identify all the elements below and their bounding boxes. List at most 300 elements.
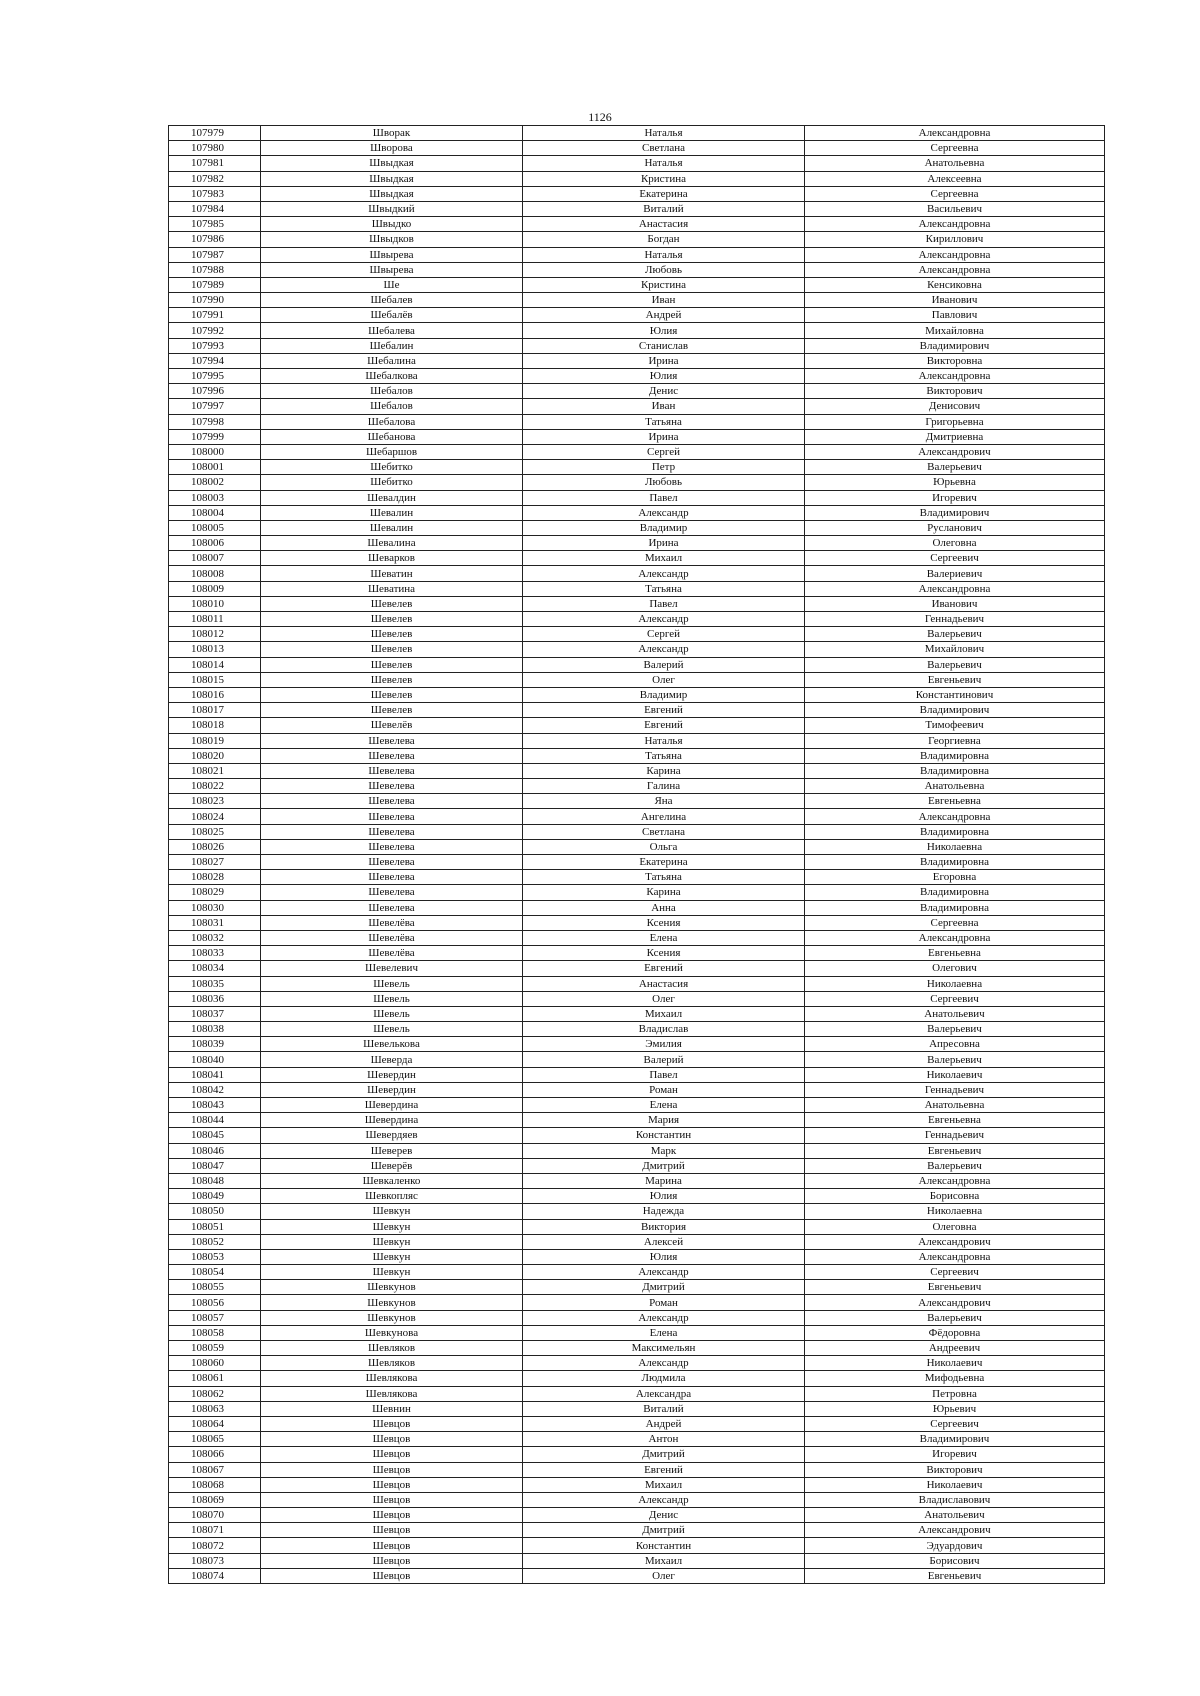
patronymic-cell: Русланович bbox=[805, 520, 1105, 535]
first-name-cell: Павел bbox=[523, 490, 805, 505]
patronymic-cell: Николаевна bbox=[805, 976, 1105, 991]
record-number-cell: 108015 bbox=[169, 672, 261, 687]
first-name-cell: Александр bbox=[523, 1310, 805, 1325]
patronymic-cell: Анатольевич bbox=[805, 1006, 1105, 1021]
surname-cell: Шевелёв bbox=[261, 718, 523, 733]
record-number-cell: 107998 bbox=[169, 414, 261, 429]
first-name-cell: Виктория bbox=[523, 1219, 805, 1234]
first-name-cell: Александр bbox=[523, 642, 805, 657]
table-row bbox=[169, 414, 1105, 429]
surname-cell: Шевкунов bbox=[261, 1295, 523, 1310]
table-row bbox=[169, 399, 1105, 414]
patronymic-cell: Владимировна bbox=[805, 748, 1105, 763]
first-name-cell: Денис bbox=[523, 384, 805, 399]
surname-cell: Шевелев bbox=[261, 596, 523, 611]
surname-cell: Шворак bbox=[261, 126, 523, 141]
record-number-cell: 108056 bbox=[169, 1295, 261, 1310]
table-row bbox=[169, 855, 1105, 870]
surname-cell: Шевцов bbox=[261, 1477, 523, 1492]
record-number-cell: 108007 bbox=[169, 551, 261, 566]
surname-cell: Шевердяев bbox=[261, 1128, 523, 1143]
first-name-cell: Светлана bbox=[523, 141, 805, 156]
surname-cell: Шевелева bbox=[261, 824, 523, 839]
patronymic-cell: Кириллович bbox=[805, 232, 1105, 247]
patronymic-cell: Фёдоровна bbox=[805, 1325, 1105, 1340]
table-row bbox=[169, 1295, 1105, 1310]
table-row bbox=[169, 687, 1105, 702]
patronymic-cell: Евгеньевич bbox=[805, 1143, 1105, 1158]
record-number-cell: 107984 bbox=[169, 201, 261, 216]
patronymic-cell: Игоревич bbox=[805, 1447, 1105, 1462]
table-row bbox=[169, 566, 1105, 581]
record-number-cell: 108024 bbox=[169, 809, 261, 824]
surname-cell: Шевелева bbox=[261, 763, 523, 778]
first-name-cell: Александра bbox=[523, 1386, 805, 1401]
first-name-cell: Евгений bbox=[523, 961, 805, 976]
table-row bbox=[169, 277, 1105, 292]
record-number-cell: 108062 bbox=[169, 1386, 261, 1401]
table-row bbox=[169, 201, 1105, 216]
record-number-cell: 108026 bbox=[169, 839, 261, 854]
first-name-cell: Елена bbox=[523, 1325, 805, 1340]
surname-cell: Шевелёва bbox=[261, 915, 523, 930]
patronymic-cell: Владимировна bbox=[805, 855, 1105, 870]
first-name-cell: Владимир bbox=[523, 520, 805, 535]
table-row bbox=[169, 1447, 1105, 1462]
patronymic-cell: Васильевич bbox=[805, 201, 1105, 216]
record-number-cell: 108042 bbox=[169, 1082, 261, 1097]
patronymic-cell: Александровна bbox=[805, 247, 1105, 262]
table-row bbox=[169, 839, 1105, 854]
record-number-cell: 108050 bbox=[169, 1204, 261, 1219]
first-name-cell: Роман bbox=[523, 1082, 805, 1097]
patronymic-cell: Анатольевна bbox=[805, 156, 1105, 171]
table-row bbox=[169, 1265, 1105, 1280]
record-number-cell: 108031 bbox=[169, 915, 261, 930]
surname-cell: Шевцов bbox=[261, 1508, 523, 1523]
record-number-cell: 108012 bbox=[169, 627, 261, 642]
patronymic-cell: Николаевна bbox=[805, 839, 1105, 854]
patronymic-cell: Евгеньевич bbox=[805, 672, 1105, 687]
surname-cell: Швыдкая bbox=[261, 171, 523, 186]
patronymic-cell: Павлович bbox=[805, 308, 1105, 323]
table-row bbox=[169, 1082, 1105, 1097]
first-name-cell: Екатерина bbox=[523, 186, 805, 201]
record-number-cell: 107990 bbox=[169, 293, 261, 308]
record-number-cell: 108039 bbox=[169, 1037, 261, 1052]
patronymic-cell: Владимировна bbox=[805, 885, 1105, 900]
table-row bbox=[169, 1006, 1105, 1021]
first-name-cell: Ирина bbox=[523, 429, 805, 444]
surname-cell: Шевердин bbox=[261, 1067, 523, 1082]
patronymic-cell: Евгеньевна bbox=[805, 946, 1105, 961]
patronymic-cell: Евгеньевна bbox=[805, 794, 1105, 809]
table-row bbox=[169, 171, 1105, 186]
record-number-cell: 108036 bbox=[169, 991, 261, 1006]
table-row bbox=[169, 1052, 1105, 1067]
first-name-cell: Екатерина bbox=[523, 855, 805, 870]
surname-cell: Шевелева bbox=[261, 779, 523, 794]
surname-cell: Шевелев bbox=[261, 657, 523, 672]
table-row bbox=[169, 323, 1105, 338]
record-number-cell: 108057 bbox=[169, 1310, 261, 1325]
record-number-cell: 107986 bbox=[169, 232, 261, 247]
surname-cell: Шебитко bbox=[261, 475, 523, 490]
surname-cell: Шевкун bbox=[261, 1204, 523, 1219]
patronymic-cell: Тимофеевич bbox=[805, 718, 1105, 733]
table-row bbox=[169, 1067, 1105, 1082]
table-row bbox=[169, 384, 1105, 399]
record-number-cell: 108043 bbox=[169, 1098, 261, 1113]
patronymic-cell: Петровна bbox=[805, 1386, 1105, 1401]
first-name-cell: Богдан bbox=[523, 232, 805, 247]
record-number-cell: 108008 bbox=[169, 566, 261, 581]
patronymic-cell: Александрович bbox=[805, 1234, 1105, 1249]
patronymic-cell: Дмитриевна bbox=[805, 429, 1105, 444]
record-number-cell: 108011 bbox=[169, 612, 261, 627]
first-name-cell: Надежда bbox=[523, 1204, 805, 1219]
table-row bbox=[169, 718, 1105, 733]
first-name-cell: Ангелина bbox=[523, 809, 805, 824]
first-name-cell: Валерий bbox=[523, 657, 805, 672]
patronymic-cell: Валерьевич bbox=[805, 657, 1105, 672]
first-name-cell: Владислав bbox=[523, 1022, 805, 1037]
surname-cell: Шеверда bbox=[261, 1052, 523, 1067]
surname-cell: Шевель bbox=[261, 1006, 523, 1021]
record-number-cell: 108003 bbox=[169, 490, 261, 505]
first-name-cell: Марина bbox=[523, 1173, 805, 1188]
surname-cell: Шевкаленко bbox=[261, 1173, 523, 1188]
table-row bbox=[169, 885, 1105, 900]
table-row bbox=[169, 1341, 1105, 1356]
record-number-cell: 108066 bbox=[169, 1447, 261, 1462]
first-name-cell: Павел bbox=[523, 596, 805, 611]
table-row bbox=[169, 126, 1105, 141]
first-name-cell: Алексей bbox=[523, 1234, 805, 1249]
table-row bbox=[169, 581, 1105, 596]
patronymic-cell: Николаевич bbox=[805, 1477, 1105, 1492]
surname-cell: Швыдкий bbox=[261, 201, 523, 216]
patronymic-cell: Анатольевна bbox=[805, 1098, 1105, 1113]
table-row bbox=[169, 186, 1105, 201]
surname-cell: Швырева bbox=[261, 247, 523, 262]
record-number-cell: 108047 bbox=[169, 1158, 261, 1173]
first-name-cell: Татьяна bbox=[523, 748, 805, 763]
table-row bbox=[169, 642, 1105, 657]
record-number-cell: 108009 bbox=[169, 581, 261, 596]
table-row bbox=[169, 1325, 1105, 1340]
patronymic-cell: Александровна bbox=[805, 369, 1105, 384]
table-row bbox=[169, 293, 1105, 308]
first-name-cell: Виталий bbox=[523, 1401, 805, 1416]
patronymic-cell: Геннадьевич bbox=[805, 612, 1105, 627]
first-name-cell: Мария bbox=[523, 1113, 805, 1128]
table-row bbox=[169, 1477, 1105, 1492]
surname-cell: Шевелёва bbox=[261, 930, 523, 945]
surname-cell: Швырева bbox=[261, 262, 523, 277]
patronymic-cell: Сергеевна bbox=[805, 915, 1105, 930]
record-number-cell: 108006 bbox=[169, 536, 261, 551]
first-name-cell: Яна bbox=[523, 794, 805, 809]
surname-cell: Шевелева bbox=[261, 885, 523, 900]
surname-cell: Шевелева bbox=[261, 748, 523, 763]
record-number-cell: 108035 bbox=[169, 976, 261, 991]
surname-cell: Шевелева bbox=[261, 794, 523, 809]
patronymic-cell: Иванович bbox=[805, 293, 1105, 308]
surname-cell: Шевкун bbox=[261, 1234, 523, 1249]
surname-cell: Шевелев bbox=[261, 703, 523, 718]
first-name-cell: Анастасия bbox=[523, 217, 805, 232]
patronymic-cell: Эдуардович bbox=[805, 1538, 1105, 1553]
first-name-cell: Евгений bbox=[523, 718, 805, 733]
first-name-cell: Александр bbox=[523, 1356, 805, 1371]
patronymic-cell: Михайловна bbox=[805, 323, 1105, 338]
first-name-cell: Анастасия bbox=[523, 976, 805, 991]
table-row bbox=[169, 1143, 1105, 1158]
surname-cell: Шеватин bbox=[261, 566, 523, 581]
surname-cell: Шевель bbox=[261, 991, 523, 1006]
surname-cell: Шевелевич bbox=[261, 961, 523, 976]
patronymic-cell: Владимирович bbox=[805, 703, 1105, 718]
first-name-cell: Антон bbox=[523, 1432, 805, 1447]
first-name-cell: Евгений bbox=[523, 1462, 805, 1477]
record-number-cell: 108052 bbox=[169, 1234, 261, 1249]
patronymic-cell: Георгиевна bbox=[805, 733, 1105, 748]
table-row bbox=[169, 672, 1105, 687]
table-row bbox=[169, 1280, 1105, 1295]
record-number-cell: 108045 bbox=[169, 1128, 261, 1143]
first-name-cell: Марк bbox=[523, 1143, 805, 1158]
patronymic-cell: Александровна bbox=[805, 262, 1105, 277]
first-name-cell: Татьяна bbox=[523, 414, 805, 429]
table-row bbox=[169, 1219, 1105, 1234]
patronymic-cell: Владимирович bbox=[805, 505, 1105, 520]
record-number-cell: 108018 bbox=[169, 718, 261, 733]
record-number-cell: 108002 bbox=[169, 475, 261, 490]
surname-cell: Шебалёв bbox=[261, 308, 523, 323]
patronymic-cell: Борисовна bbox=[805, 1189, 1105, 1204]
table-row bbox=[169, 763, 1105, 778]
surname-cell: Шевелева bbox=[261, 870, 523, 885]
first-name-cell: Александр bbox=[523, 1265, 805, 1280]
first-name-cell: Владимир bbox=[523, 687, 805, 702]
patronymic-cell: Александровна bbox=[805, 126, 1105, 141]
table-row bbox=[169, 961, 1105, 976]
table-row bbox=[169, 809, 1105, 824]
surname-cell: Шевелев bbox=[261, 687, 523, 702]
record-number-cell: 108053 bbox=[169, 1249, 261, 1264]
record-number-cell: 107988 bbox=[169, 262, 261, 277]
first-name-cell: Роман bbox=[523, 1295, 805, 1310]
surname-cell: Шевляков bbox=[261, 1356, 523, 1371]
patronymic-cell: Николаевич bbox=[805, 1067, 1105, 1082]
table-row bbox=[169, 900, 1105, 915]
table-row bbox=[169, 794, 1105, 809]
first-name-cell: Петр bbox=[523, 460, 805, 475]
table-row bbox=[169, 1113, 1105, 1128]
patronymic-cell: Николаевна bbox=[805, 1204, 1105, 1219]
patronymic-cell: Михайлович bbox=[805, 642, 1105, 657]
first-name-cell: Ксения bbox=[523, 946, 805, 961]
table-row bbox=[169, 520, 1105, 535]
table-row bbox=[169, 1523, 1105, 1538]
surname-cell: Шевлякова bbox=[261, 1371, 523, 1386]
table-row bbox=[169, 1098, 1105, 1113]
surname-cell: Шевель bbox=[261, 1022, 523, 1037]
record-number-cell: 107994 bbox=[169, 353, 261, 368]
record-number-cell: 107993 bbox=[169, 338, 261, 353]
first-name-cell: Валерий bbox=[523, 1052, 805, 1067]
first-name-cell: Сергей bbox=[523, 627, 805, 642]
patronymic-cell: Валерьевич bbox=[805, 1310, 1105, 1325]
patronymic-cell: Денисович bbox=[805, 399, 1105, 414]
record-number-cell: 108070 bbox=[169, 1508, 261, 1523]
first-name-cell: Михаил bbox=[523, 551, 805, 566]
surname-cell: Шевцов bbox=[261, 1432, 523, 1447]
first-name-cell: Юлия bbox=[523, 1249, 805, 1264]
first-name-cell: Дмитрий bbox=[523, 1523, 805, 1538]
patronymic-cell: Александровна bbox=[805, 809, 1105, 824]
patronymic-cell: Александровна bbox=[805, 1173, 1105, 1188]
table-row bbox=[169, 232, 1105, 247]
first-name-cell: Татьяна bbox=[523, 870, 805, 885]
surname-cell: Шевердин bbox=[261, 1082, 523, 1097]
first-name-cell: Михаил bbox=[523, 1477, 805, 1492]
surname-cell: Шеватина bbox=[261, 581, 523, 596]
table-row bbox=[169, 1371, 1105, 1386]
record-number-cell: 108063 bbox=[169, 1401, 261, 1416]
patronymic-cell: Викторович bbox=[805, 384, 1105, 399]
record-number-cell: 108064 bbox=[169, 1416, 261, 1431]
first-name-cell: Михаил bbox=[523, 1553, 805, 1568]
table-row bbox=[169, 1492, 1105, 1507]
first-name-cell: Денис bbox=[523, 1508, 805, 1523]
surname-cell: Шворова bbox=[261, 141, 523, 156]
patronymic-cell: Юрьевич bbox=[805, 1401, 1105, 1416]
patronymic-cell: Егоровна bbox=[805, 870, 1105, 885]
surname-cell: Шевцов bbox=[261, 1492, 523, 1507]
first-name-cell: Андрей bbox=[523, 308, 805, 323]
first-name-cell: Дмитрий bbox=[523, 1447, 805, 1462]
table-row bbox=[169, 156, 1105, 171]
patronymic-cell: Григорьевна bbox=[805, 414, 1105, 429]
patronymic-cell: Валерьевич bbox=[805, 1158, 1105, 1173]
first-name-cell: Елена bbox=[523, 930, 805, 945]
patronymic-cell: Иванович bbox=[805, 596, 1105, 611]
record-number-cell: 108037 bbox=[169, 1006, 261, 1021]
first-name-cell: Александр bbox=[523, 612, 805, 627]
table-row bbox=[169, 460, 1105, 475]
registry-table bbox=[168, 125, 1105, 1584]
record-number-cell: 107999 bbox=[169, 429, 261, 444]
table-row bbox=[169, 1128, 1105, 1143]
patronymic-cell: Валериевич bbox=[805, 566, 1105, 581]
surname-cell: Шеверёв bbox=[261, 1158, 523, 1173]
surname-cell: Шевалина bbox=[261, 536, 523, 551]
first-name-cell: Карина bbox=[523, 885, 805, 900]
table-row bbox=[169, 946, 1105, 961]
patronymic-cell: Евгеньевич bbox=[805, 1568, 1105, 1583]
surname-cell: Шевалин bbox=[261, 520, 523, 535]
patronymic-cell: Викторовна bbox=[805, 353, 1105, 368]
table-row bbox=[169, 991, 1105, 1006]
surname-cell: Шевелева bbox=[261, 733, 523, 748]
table-row bbox=[169, 657, 1105, 672]
record-number-cell: 108013 bbox=[169, 642, 261, 657]
table-row bbox=[169, 1022, 1105, 1037]
first-name-cell: Юлия bbox=[523, 369, 805, 384]
patronymic-cell: Александрович bbox=[805, 1523, 1105, 1538]
first-name-cell: Андрей bbox=[523, 1416, 805, 1431]
table-row bbox=[169, 1310, 1105, 1325]
record-number-cell: 108004 bbox=[169, 505, 261, 520]
record-number-cell: 108046 bbox=[169, 1143, 261, 1158]
table-row bbox=[169, 733, 1105, 748]
table-row bbox=[169, 1553, 1105, 1568]
record-number-cell: 108000 bbox=[169, 444, 261, 459]
patronymic-cell: Анатольевич bbox=[805, 1508, 1105, 1523]
table-row bbox=[169, 1037, 1105, 1052]
record-number-cell: 108020 bbox=[169, 748, 261, 763]
patronymic-cell: Андреевич bbox=[805, 1341, 1105, 1356]
first-name-cell: Виталий bbox=[523, 201, 805, 216]
first-name-cell: Олег bbox=[523, 991, 805, 1006]
table-row bbox=[169, 627, 1105, 642]
table-row bbox=[169, 536, 1105, 551]
record-number-cell: 108061 bbox=[169, 1371, 261, 1386]
first-name-cell: Эмилия bbox=[523, 1037, 805, 1052]
first-name-cell: Юлия bbox=[523, 1189, 805, 1204]
record-number-cell: 108014 bbox=[169, 657, 261, 672]
surname-cell: Шевелев bbox=[261, 642, 523, 657]
surname-cell: Шебанова bbox=[261, 429, 523, 444]
patronymic-cell: Николаевич bbox=[805, 1356, 1105, 1371]
table-row bbox=[169, 748, 1105, 763]
patronymic-cell: Валерьевич bbox=[805, 460, 1105, 475]
record-number-cell: 108051 bbox=[169, 1219, 261, 1234]
patronymic-cell: Сергеевич bbox=[805, 551, 1105, 566]
first-name-cell: Ирина bbox=[523, 536, 805, 551]
record-number-cell: 108001 bbox=[169, 460, 261, 475]
first-name-cell: Кристина bbox=[523, 171, 805, 186]
surname-cell: Шебалов bbox=[261, 384, 523, 399]
patronymic-cell: Владимирович bbox=[805, 1432, 1105, 1447]
table-row bbox=[169, 1538, 1105, 1553]
patronymic-cell: Константинович bbox=[805, 687, 1105, 702]
surname-cell: Шевелев bbox=[261, 612, 523, 627]
page-number: 1126 bbox=[588, 110, 612, 124]
record-number-cell: 108054 bbox=[169, 1265, 261, 1280]
first-name-cell: Ксения bbox=[523, 915, 805, 930]
surname-cell: Шеварков bbox=[261, 551, 523, 566]
first-name-cell: Иван bbox=[523, 293, 805, 308]
record-number-cell: 107995 bbox=[169, 369, 261, 384]
surname-cell: Шевкунов bbox=[261, 1280, 523, 1295]
first-name-cell: Карина bbox=[523, 763, 805, 778]
first-name-cell: Ирина bbox=[523, 353, 805, 368]
first-name-cell: Михаил bbox=[523, 1006, 805, 1021]
record-number-cell: 107989 bbox=[169, 277, 261, 292]
surname-cell: Шевелёва bbox=[261, 946, 523, 961]
table-row bbox=[169, 596, 1105, 611]
surname-cell: Шевелькова bbox=[261, 1037, 523, 1052]
surname-cell: Шебаршов bbox=[261, 444, 523, 459]
patronymic-cell: Борисович bbox=[805, 1553, 1105, 1568]
table-row bbox=[169, 490, 1105, 505]
table-row bbox=[169, 353, 1105, 368]
patronymic-cell: Анатольевна bbox=[805, 779, 1105, 794]
first-name-cell: Дмитрий bbox=[523, 1158, 805, 1173]
